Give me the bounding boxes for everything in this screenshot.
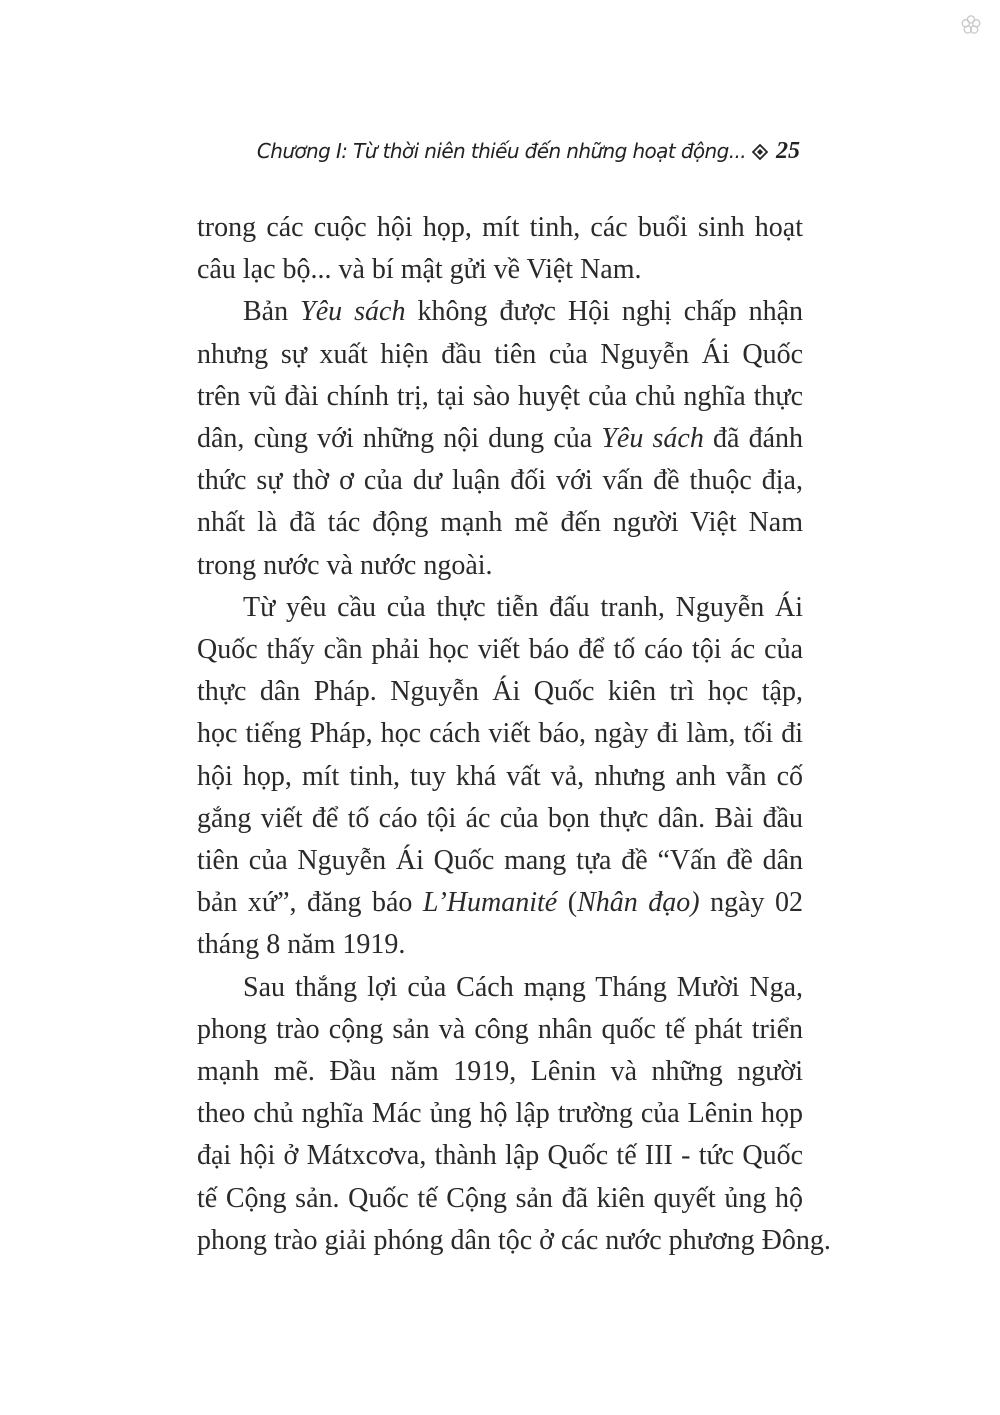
text-run: dân, cùng với những nội dung của (197, 423, 602, 455)
text-line: nhưng sự xuất hiện đầu tiên của Nguyễn Ái Quốc (197, 338, 803, 370)
page-number: 25 (776, 138, 800, 164)
text-run: đã đánh (703, 423, 803, 455)
text-line: gắng viết để tố cáo tội ác của bọn thực dân. Bài đầu (197, 802, 803, 834)
text-line: trong nước và nước ngoài. (197, 549, 493, 581)
running-header (195, 138, 800, 165)
newspaper-translation: Nhân đạo) (577, 887, 700, 919)
text-line: Từ yêu cầu của thực tiễn đấu tranh, Nguyễn Ái (243, 591, 803, 623)
flower-icon (960, 14, 982, 36)
text-line: mạnh mẽ. Đầu năm 1919, Lênin và những người (197, 1056, 803, 1088)
text-line (197, 291, 803, 333)
text-line: trên vũ đài chính trị, tại sào huyệt của chủ nghĩa thực (197, 380, 803, 412)
text-line: hội họp, mít tinh, tuy khá vất vả, nhưng anh vẫn cố (197, 760, 803, 792)
text-line: học tiếng Pháp, học cách viết báo, ngày đi làm, tối đi (197, 718, 803, 750)
paragraph-3 (197, 587, 803, 967)
text-line: nhất là đã tác động mạnh mẽ đến người Việt Nam (197, 507, 803, 539)
text-line: phong trào giải phóng dân tộc ở các nước phương Đông. (197, 1224, 831, 1256)
chapter-title: Chương I: Từ thời niên thiếu đến những hoạt động... (256, 139, 746, 163)
text-line: trong các cuộc hội họp, mít tinh, các buổi sinh hoạt (197, 212, 803, 243)
paragraph-4 (197, 967, 831, 1262)
book-title: Yêu sách (300, 296, 406, 328)
text-run: ngày 02 (699, 887, 804, 919)
text-run: bản xứ”, đăng báo (197, 887, 423, 919)
text-line: thực dân Pháp. Nguyễn Ái Quốc kiên trì học tập, (197, 676, 803, 708)
paragraph-1 (197, 207, 803, 291)
text-line: Quốc thấy cần phải học viết báo để tố cáo tội ác của (197, 634, 803, 666)
text-line: đại hội ở Mátxcơva, thành lập Quốc tế III - tức Quốc (197, 1140, 803, 1172)
text-line (197, 418, 803, 460)
text-run: ( (557, 887, 578, 919)
text-line: câu lạc bộ... và bí mật gửi về Việt Nam. (197, 254, 642, 286)
text-line: Sau thắng lợi của Cách mạng Tháng Mười Nga, (243, 971, 803, 1003)
text-line: tế Cộng sản. Quốc tế Cộng sản đã kiên quyết ủng hộ (197, 1182, 803, 1214)
text-line: theo chủ nghĩa Mác ủng hộ lập trường của Lênin họp (197, 1098, 803, 1130)
text-line (197, 882, 803, 924)
page-body (197, 207, 831, 1262)
text-run: Bản (243, 296, 301, 328)
paragraph-2 (197, 291, 803, 586)
newspaper-title: L’Humanité (422, 887, 558, 919)
text-run: không được Hội nghị chấp nhận (405, 296, 803, 328)
text-line: tháng 8 năm 1919. (197, 929, 406, 961)
book-title: Yêu sách (601, 423, 704, 455)
text-line: thức sự thờ ơ của dư luận đối với vấn đề thuộc địa, (197, 465, 803, 497)
text-line: phong trào cộng sản và công nhân quốc tế phát triển (197, 1013, 803, 1045)
diamond-icon (752, 144, 768, 160)
text-line: tiên của Nguyễn Ái Quốc mang tựa đề “Vấn đề dân (197, 845, 803, 877)
